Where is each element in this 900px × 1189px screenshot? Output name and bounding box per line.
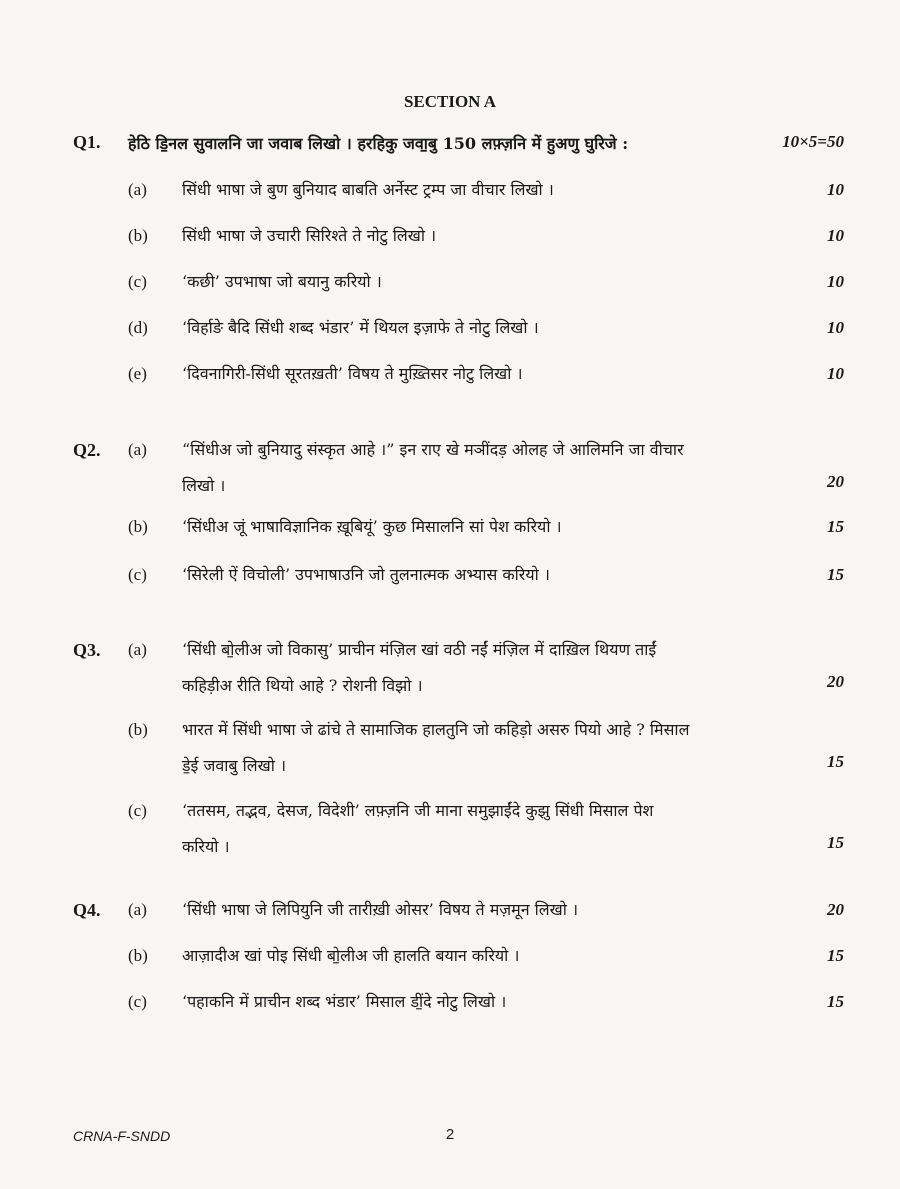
- part-label: (a): [128, 180, 147, 199]
- part-marks: 15: [827, 752, 844, 771]
- part-marks: 15: [827, 517, 844, 536]
- part-text: भारत में सिंधी भाषा जे ढांचे ते सामाजिक हालतुनि जो कहिड़ो असरु पियो आहे ? मिसाल: [182, 720, 690, 739]
- question-number: Q3.: [73, 640, 101, 660]
- part-marks: 20: [827, 672, 844, 691]
- paper-code: CRNA-F-SNDD: [73, 1128, 171, 1144]
- question-number: Q1.: [73, 132, 101, 152]
- part-label: (c): [128, 801, 147, 820]
- part-marks: 15: [827, 833, 844, 852]
- part-text: ‘सिंधीअ जूं भाषाविज्ञानिक ख़ूबियूं’ कुछ मिसालनि सां पेश करियो ।: [182, 517, 562, 536]
- part-marks: 15: [827, 946, 844, 965]
- part-label: (d): [128, 318, 148, 337]
- part-label: (a): [128, 640, 147, 659]
- part-label: (b): [128, 720, 148, 739]
- q1-marks: 10×5=50: [782, 132, 844, 151]
- part-text: ‘दिवनागिरी-सिंधी सूरतख़ती’ विषय ते मुख़्तिसर नोटु लिखो ।: [182, 364, 523, 383]
- question-number: Q4.: [73, 900, 101, 920]
- part-text: सिंधी भाषा जे बुण बुनियाद बाबति अर्नेस्ट ट्रम्प जा वीचार लिखो ।: [182, 180, 554, 199]
- part-marks: 20: [827, 900, 844, 919]
- part-text: ‘कछी’ उपभाषा जो बयानु करियो ।: [182, 272, 382, 291]
- part-text: ‘सिंधी बो॒लीअ जो विकासु’ प्राचीन मंज़िल खां वठी नईं मंज़िल में दाख़िल थियण ताईं: [182, 640, 657, 659]
- part-marks: 15: [827, 992, 844, 1011]
- part-marks: 10: [827, 226, 844, 245]
- part-text: ‘पहाकनि में प्राचीन शब्द भंडार’ मिसाल डीं॒दे नोटु लिखो ।: [182, 992, 507, 1011]
- part-text: ‘विर्हाङे बैदि सिंधी शब्द भंडार’ में थियल इज़ाफे ते नोटु लिखो ।: [182, 318, 539, 337]
- part-text: ‘ततसम, तद्भव, देसज, विदेशी’ लफ़्ज़नि जी माना समुझाईंदे कुझु सिंधी मिसाल पेश: [182, 801, 654, 820]
- part-text-continued: लिखो ।: [182, 476, 226, 495]
- part-label: (b): [128, 226, 148, 245]
- part-label: (c): [128, 992, 147, 1011]
- q1-instruction: हेठि डि॒नल सुवालनि जा जवाब लिखो । हरहिकु जवा॒बु 150 लफ़्ज़नि में हुअणु घुरिजे :: [128, 134, 629, 153]
- part-marks: 10: [827, 272, 844, 291]
- part-text: “सिंधीअ जो बुनियादु संस्कृत आहे ।” इन राए खे मञींदड़ ओलह जे आलिमनि जा वीचार: [182, 440, 684, 459]
- part-text: ‘सिंधी भाषा जे लिपियुनि जी तारीख़ी ओसर’ विषय ते मज़मून लिखो ।: [182, 900, 579, 919]
- part-label: (c): [128, 565, 147, 584]
- part-marks: 10: [827, 318, 844, 337]
- part-text: सिंधी भाषा जे उचारी सिरिश्ते ते नोटु लिखो ।: [182, 226, 437, 245]
- page-number: 2: [445, 1126, 455, 1143]
- part-label: (c): [128, 272, 147, 291]
- part-marks: 20: [827, 472, 844, 491]
- part-marks: 10: [827, 364, 844, 383]
- section-title: SECTION A: [403, 92, 497, 111]
- question-number: Q2.: [73, 440, 101, 460]
- part-text-continued: कहिड़ीअ रीति थियो आहे ? रोशनी विझो ।: [182, 676, 423, 695]
- part-label: (e): [128, 364, 147, 383]
- part-text-continued: करियो ।: [182, 837, 230, 856]
- part-marks: 15: [827, 565, 844, 584]
- part-label: (a): [128, 440, 147, 459]
- part-label: (b): [128, 517, 148, 536]
- part-text-continued: डे॒ई जवाबु लिखो ।: [182, 756, 287, 775]
- part-text: ‘सिरेली ऐं विचोली’ उपभाषाउनि जो तुलनात्मक अभ्यास करियो ।: [182, 565, 550, 584]
- part-label: (a): [128, 900, 147, 919]
- part-marks: 10: [827, 180, 844, 199]
- part-text: आज़ादीअ खां पोइ सिंधी बो॒लीअ जी हालति बयान करियो ।: [182, 946, 520, 965]
- part-label: (b): [128, 946, 148, 965]
